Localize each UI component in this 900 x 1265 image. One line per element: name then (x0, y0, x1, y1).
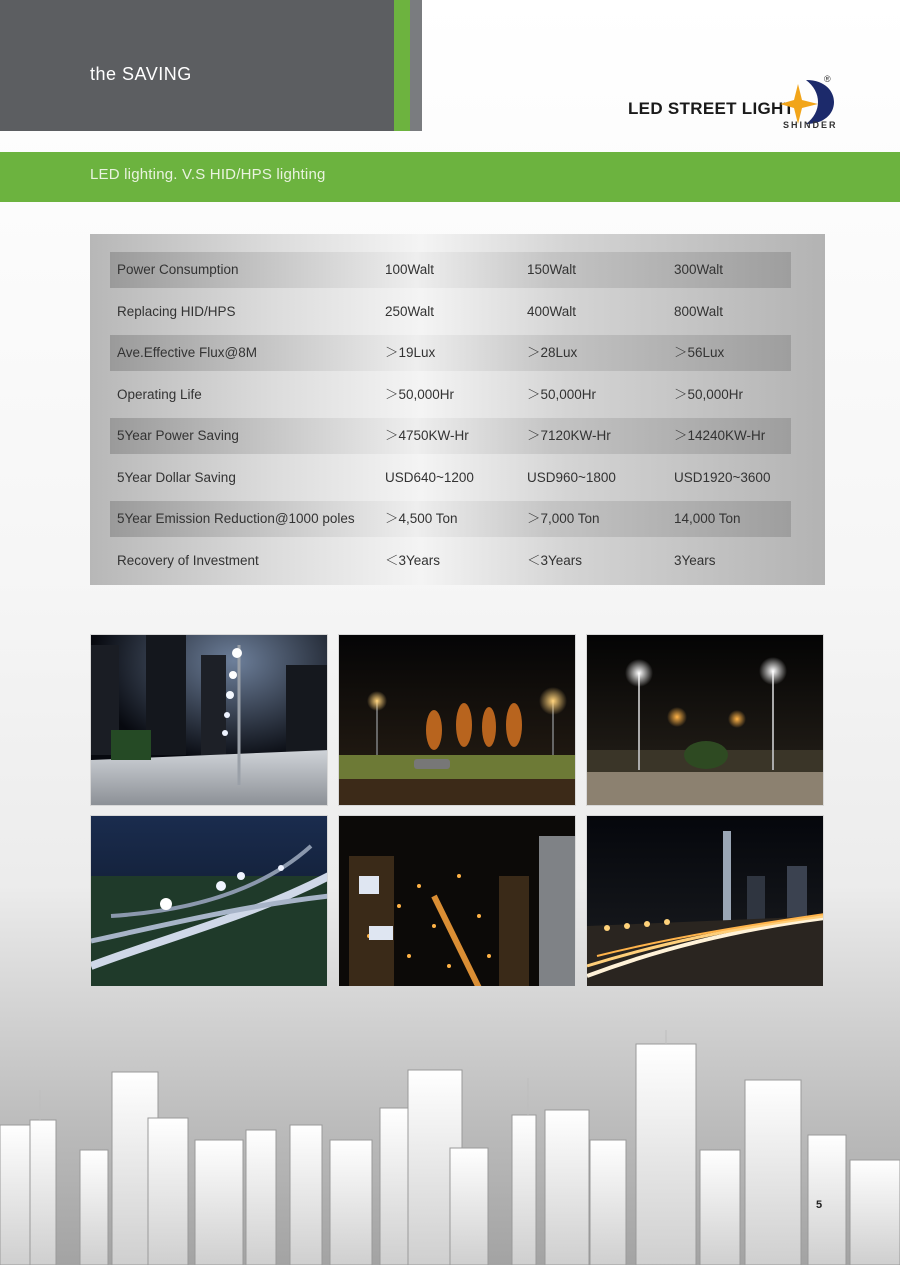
value-100w: ＞50,000Hr (385, 387, 455, 402)
row-label: Power Consumption (117, 262, 239, 277)
table-row (110, 252, 791, 288)
value-150w: ＞50,000Hr (527, 387, 597, 402)
value-300w: ＞14240KW-Hr (674, 428, 766, 443)
page-title: the SAVING (90, 64, 192, 84)
value-150w: 400Walt (527, 304, 577, 319)
logo-name: SHINDER (783, 120, 838, 130)
row-label: 5Year Power Saving (117, 428, 239, 443)
value-100w: 100Walt (385, 262, 435, 277)
table-row (110, 543, 791, 579)
table-row (110, 501, 791, 537)
value-100w: USD640~1200 (385, 470, 474, 485)
header-green-stripe (394, 0, 410, 131)
subtitle: LED lighting. V.S HID/HPS lighting (90, 166, 326, 183)
value-150w: ＜3Years (527, 553, 583, 568)
value-300w: 300Walt (674, 262, 724, 277)
row-label: Recovery of Investment (117, 553, 259, 568)
value-300w: USD1920~3600 (674, 470, 771, 485)
value-150w: ＞28Lux (527, 345, 578, 360)
row-label: Ave.Effective Flux@8M (117, 345, 258, 360)
header-block (0, 0, 394, 131)
table-row (110, 294, 791, 330)
row-label: Replacing HID/HPS (117, 304, 236, 319)
table-row (110, 335, 791, 371)
header-gray-stripe (410, 0, 422, 131)
value-100w: 250Walt (385, 304, 435, 319)
table-row (110, 460, 791, 496)
page-number: 5 (816, 1199, 823, 1211)
park-road-orange-lights-photo (338, 634, 576, 806)
urban-road-light-trails-photo (586, 815, 824, 987)
city-aerial-night-photo (338, 815, 576, 987)
value-150w: 150Walt (527, 262, 577, 277)
value-150w: ＞7120KW-Hr (527, 428, 611, 443)
value-150w: ＞7,000 Ton (527, 511, 600, 526)
night-street-white-lights-photo (90, 634, 328, 806)
value-100w: ＞19Lux (385, 345, 436, 360)
intersection-street-lights-photo (586, 634, 824, 806)
value-300w: 800Walt (674, 304, 724, 319)
value-300w: ＞56Lux (674, 345, 725, 360)
city-skyline-illustration (0, 1030, 900, 1265)
brand-title: LED STREET LIGHT (628, 99, 795, 118)
value-300w: 3Years (674, 553, 716, 568)
value-300w: ＞50,000Hr (674, 387, 744, 402)
row-label: 5Year Dollar Saving (117, 470, 236, 485)
value-100w: ＜3Years (385, 553, 441, 568)
row-label: 5Year Emission Reduction@1000 poles (117, 511, 355, 526)
value-100w: ＞4750KW-Hr (385, 428, 469, 443)
row-label: Operating Life (117, 387, 202, 402)
table-row (110, 377, 791, 413)
registered-mark: ® (824, 74, 831, 84)
highway-interchange-night-photo (90, 815, 328, 987)
value-300w: 14,000 Ton (674, 511, 741, 526)
value-100w: ＞4,500 Ton (385, 511, 458, 526)
table-row (110, 418, 791, 454)
value-150w: USD960~1800 (527, 470, 616, 485)
